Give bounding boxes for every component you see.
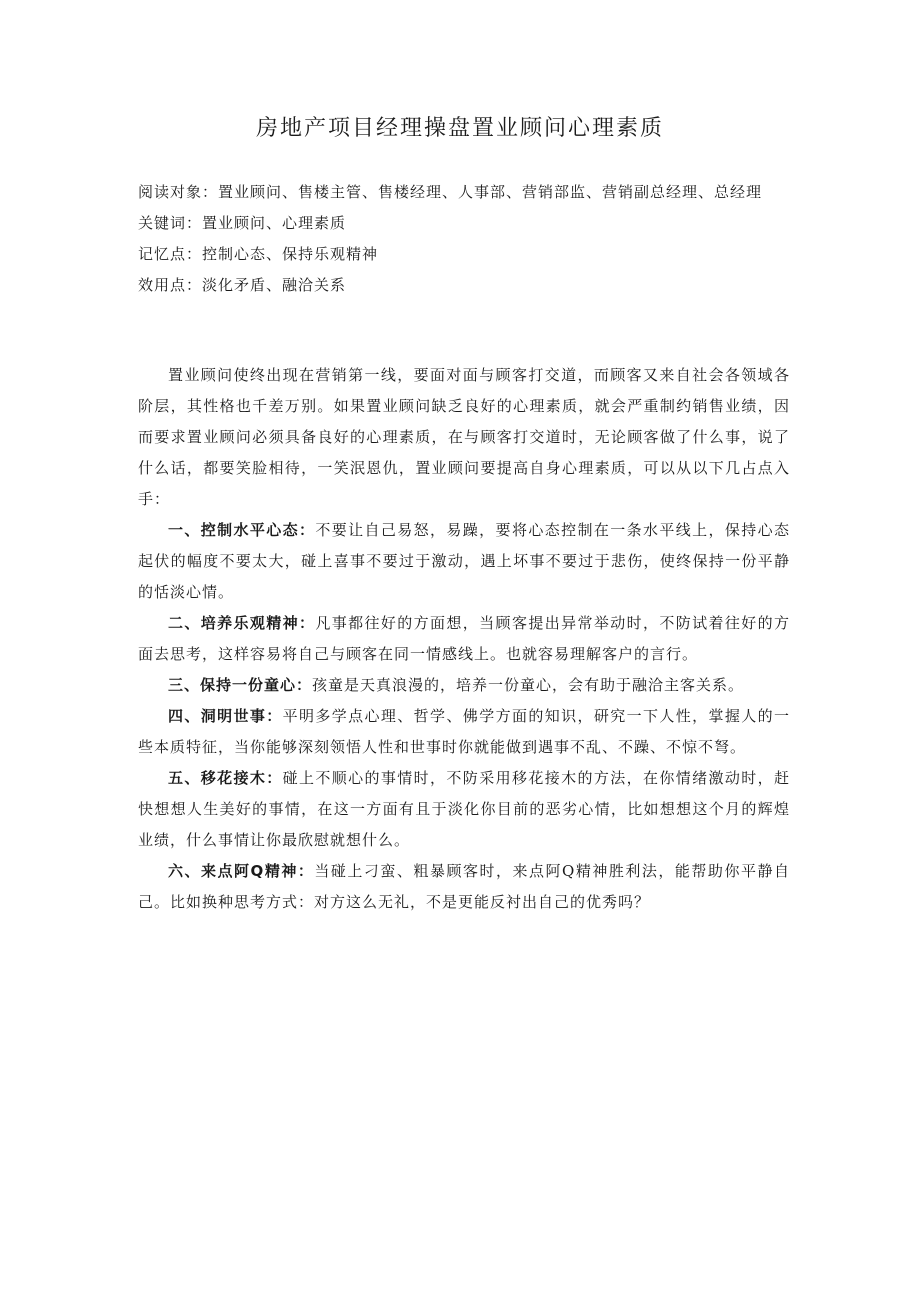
point-heading: 四、洞明世事： xyxy=(168,707,283,725)
meta-value: 控制心态、保持乐观精神 xyxy=(202,245,379,263)
point-text: 不要让自己易怒，易躁，要将心态控制在一条水平线上，保持心态起伏的幅度不要太大，碰上喜事不要过于激动，遇上坏事不要过于悲伤，使终保持一份平静的恬淡心情。 xyxy=(138,521,790,601)
meta-readers xyxy=(138,177,788,208)
point-heading: 二、培养乐观精神： xyxy=(168,614,316,632)
intro-paragraph: 置业顾问使终出现在营销第一线，要面对面与顾客打交道，而顾客又来自社会各领域各阶层，其性格也千差万别。如果置业顾问缺乏良好的心理素质，就会严重制约销售业绩，因而要求置业顾问必须具备良好的心理素质，在与顾客打交道时，无论顾客做了什么事，说了什么话，都要笑脸相待，一笑泯恩仇，置业顾问要提高自身心理素质，可以从以下几占点入手： xyxy=(138,366,790,508)
point-paragraph xyxy=(138,608,790,670)
point-text: 孩童是天真浪漫的，培养一份童心，会有助于融洽主客关系。 xyxy=(312,676,745,694)
document-meta xyxy=(138,177,788,301)
point-paragraph xyxy=(138,515,790,608)
point-heading: 六、来点阿Q精神： xyxy=(168,862,315,880)
point-paragraph xyxy=(138,670,790,701)
point-paragraph xyxy=(138,763,790,856)
meta-label: 记忆点： xyxy=(138,245,203,263)
meta-value: 置业顾问、心理素质 xyxy=(202,214,347,232)
meta-label: 效用点： xyxy=(138,276,203,294)
meta-label: 阅读对象： xyxy=(138,183,219,201)
point-heading: 五、移花接木： xyxy=(168,769,283,787)
point-paragraph xyxy=(138,701,790,763)
point-text: 凡事都往好的方面想，当顾客提出异常举动时，不防试着往好的方面去思考，这样容易将自己与顾客在同一情感线上。也就容易理解客户的言行。 xyxy=(138,614,790,663)
meta-memory-points xyxy=(138,239,788,270)
point-text: 平明多学点心理、哲学、佛学方面的知识，研究一下人性，掌握人的一些本质特征，当你能够深刻领悟人性和世事时你就能做到遇事不乱、不躁、不惊不弩。 xyxy=(138,707,790,756)
point-heading: 三、保持一份童心： xyxy=(168,676,313,694)
meta-value: 淡化矛盾、融洽关系 xyxy=(202,276,347,294)
meta-label: 关键词： xyxy=(138,214,203,232)
document-body xyxy=(138,360,790,918)
point-paragraph xyxy=(138,856,790,918)
point-heading: 一、控制水平心态： xyxy=(168,521,316,539)
document-title: 房地产项目经理操盘置业顾问心理素质 xyxy=(255,116,664,141)
meta-value: 置业顾问、售楼主管、售楼经理、人事部、营销部监、营销副总经理、总经理 xyxy=(218,183,763,201)
point-text: 碰上不顺心的事情时，不防采用移花接木的方法，在你情绪激动时，赶快想想人生美好的事情，在这一方面有且于淡化你目前的恶劣心情，比如想想这个月的辉煌业绩，什么事情让你最欣慰就想什么。 xyxy=(138,769,790,849)
point-text: 当碰上刁蛮、粗暴顾客时，来点阿Q精神胜利法，能帮助你平静自己。比如换种思考方式：对方这么无礼，不是更能反衬出自己的优秀吗？ xyxy=(138,862,790,911)
meta-effect-points xyxy=(138,270,788,301)
meta-keywords xyxy=(138,208,788,239)
